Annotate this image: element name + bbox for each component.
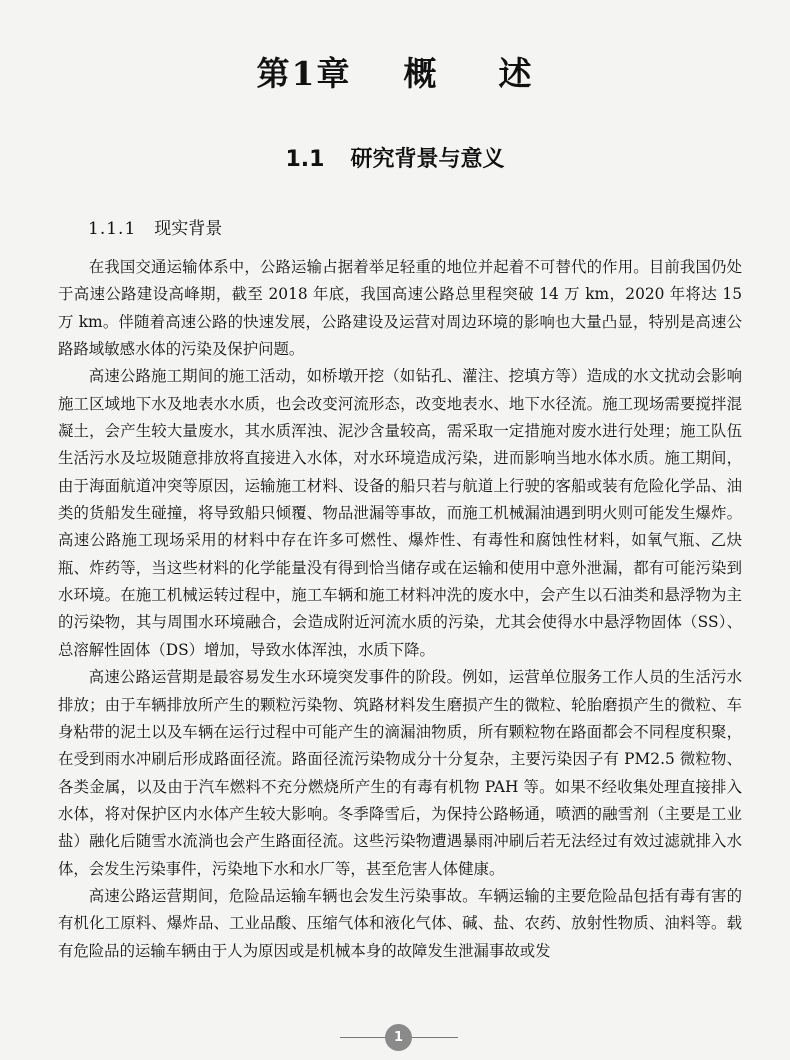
subsection-number: 1.1.1 xyxy=(88,219,137,239)
footer-rule-left xyxy=(340,1037,386,1038)
chapter-number: 第1章 xyxy=(256,54,352,93)
subsection-heading xyxy=(88,214,222,239)
footer-rule-right xyxy=(412,1037,458,1038)
paragraph: 高速公路运营期间，危险品运输车辆也会发生污染事故。车辆运输的主要危险品包括有毒有害的有机化工原料、爆炸品、工业品酸、压缩气体和液化气体、碱、盐、农药、放射性物质、油料等。载有危险品的运输车辆由于人为原因或是机械本身的故障发生泄漏事故或发 xyxy=(58,886,742,960)
subsection-title: 现实背景 xyxy=(154,219,223,239)
paragraph: 在我国交通运输体系中，公路运输占据着举足轻重的地位并起着不可替代的作用。目前我国仍处于高速公路建设高峰期，截至 2018 年底，我国高速公路总里程突破 14 万 km，2020 年将达 15 万 km。伴随着高速公路的快速发展，公路建设及运营对周边环境的影响也大量凸显，特别是高速公路路域敏感水体的污染及保护问题。 xyxy=(58,258,742,359)
paragraph: 高速公路施工期间的施工活动，如桥墩开挖（如钻孔、灌注、挖填方等）造成的水文扰动会影响施工区域地下水及地表水水质，也会改变河流形态，改变地表水、地下水径流。施工现场需要搅拌混凝土，会产生较大量废水，其水质浑浊、泥沙含量较高，需采取一定措施对废水进行处理；施工队伍生活污水及垃圾随意排放将直接进入水体，对水环境造成污染，进而影响当地水体水质。施工期间，由于海面航道冲突等原因，运输施工材料、设备的船只若与航道上行驶的客船或装有危险化学品、油类的货船发生碰撞，将导致船只倾覆、物品泄漏等事故，而施工机械漏油遇到明火则可能发生爆炸。高速公路施工现场采用的材料中存在许多可燃性、爆炸性、有毒性和腐蚀性材料，如氧气瓶、乙炔瓶、炸药等，当这些材料的化学能量没有得到恰当储存或在运输和使用中意外泄漏，都有可能污染到水环境。在施工机械运转过程中，施工车辆和施工材料冲洗的废水中，会产生以石油类和悬浮物为主的污染物，其与周围水环境融合，会造成附近河流水质的污染，尤其会使得水中悬浮物固体（SS）、总溶解性固体（DS）增加，导致水体浑浊，水质下降。 xyxy=(58,367,742,659)
section-heading xyxy=(0,142,790,173)
paragraph: 高速公路运营期是最容易发生水环境突发事件的阶段。例如，运营单位服务工作人员的生活污水排放；由于车辆排放所产生的颗粒污染物、筑路材料发生磨损产生的微粒、轮胎磨损产生的微粒、车身粘带的泥土以及车辆在运行过程中可能产生的滴漏油物质，所有颗粒物在路面都会不同程度积聚，在受到雨水冲刷后形成路面径流。路面径流污染物成分十分复杂，主要污染因子有 PM2.5 微粒物、各类金属，以及由于汽车燃料不充分燃烧所产生的有毒有机物 PAH 等。如果不经收集处理直接排入水体，将对保护区内水体产生较大影响。冬季降雪后，为保持公路畅通，喷洒的融雪剂（主要是工业盐）融化后随雪水流淌也会产生路面径流。这些污染物遭遇暴雨冲刷后若无法经过有效过滤就排入水体，会发生污染事件，污染地下水和水厂等，甚至危害人体健康。 xyxy=(58,668,742,878)
chapter-title xyxy=(0,48,790,95)
body-text xyxy=(58,254,742,965)
page-footer xyxy=(0,1023,790,1053)
section-number: 1.1 xyxy=(285,147,325,172)
page-number-badge: 1 xyxy=(385,1024,412,1051)
chapter-title-char-1: 概 xyxy=(403,54,439,93)
chapter-title-char-2: 述 xyxy=(498,54,534,93)
section-title: 研究背景与意义 xyxy=(350,147,505,172)
